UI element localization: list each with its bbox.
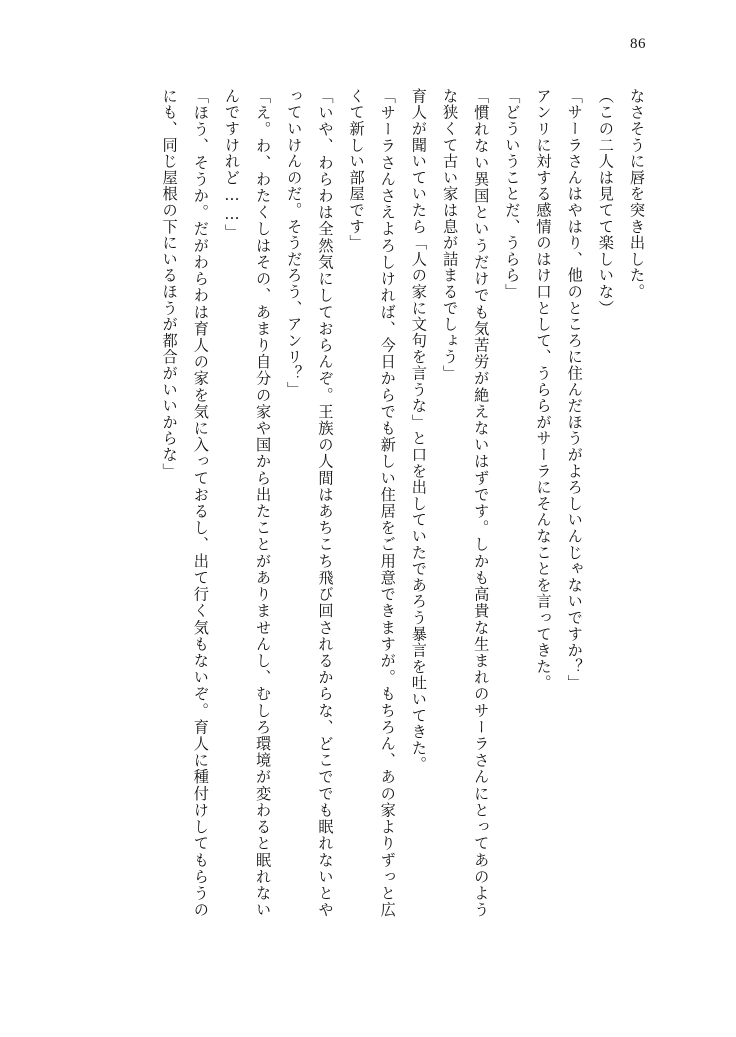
paragraph: 「慣れない異国というだけでも気苦労が絶えないはずです。しかも高貴な生まれのサーラさんにとってあのような狭くて古い家は息が詰まるでしょう」: [441, 88, 491, 918]
paragraph: （この二人は見てて楽しいな）: [596, 88, 615, 317]
paragraph: アンリに対する感情のはけ口として、うららがサーラにそんなことを言ってきた。: [534, 88, 553, 692]
paragraph: 「ほう、そうか。だがわらわは育人の家を気に入っておるし、出て行く気もないぞ。育人に種付けしてもらうのにも、同じ屋根の下にいるほうが都合がいいからな」: [160, 88, 210, 918]
paragraph: 「いや、わらわは全然気にしておらんぞ。王族の人間はあちこち飛び回されるからな、どこででも眠れないとやっていけんのだ。そうだろう、アンリ？」: [285, 88, 335, 918]
paragraph: 「え。わ、わたくしはその、あまり自分の家や国から出たことがありませんし、むしろ環境が変わると眠れないんですけれど……」: [222, 88, 273, 918]
paragraph: なさそうに唇を突き出した。: [628, 88, 646, 300]
page-number: 86: [630, 36, 646, 52]
paragraph: 「どういうことだ、うらら」: [503, 88, 522, 300]
paragraph: 「サーラさんはやはり、他のところに住んだほうがよろしいんじゃないですか？」: [565, 88, 584, 692]
paragraph: 育人が聞いていたら「人の家に文句を言うな」と口を出していたであろう暴言を吐いてきた。: [409, 88, 428, 773]
paragraph: 「サーラさんさえよろしければ、今日からでも新しい住居をご用意できますが。もちろん、あの家よりずっと広くて新しい部屋です」: [347, 88, 397, 918]
page-body-text: [92, 88, 652, 918]
